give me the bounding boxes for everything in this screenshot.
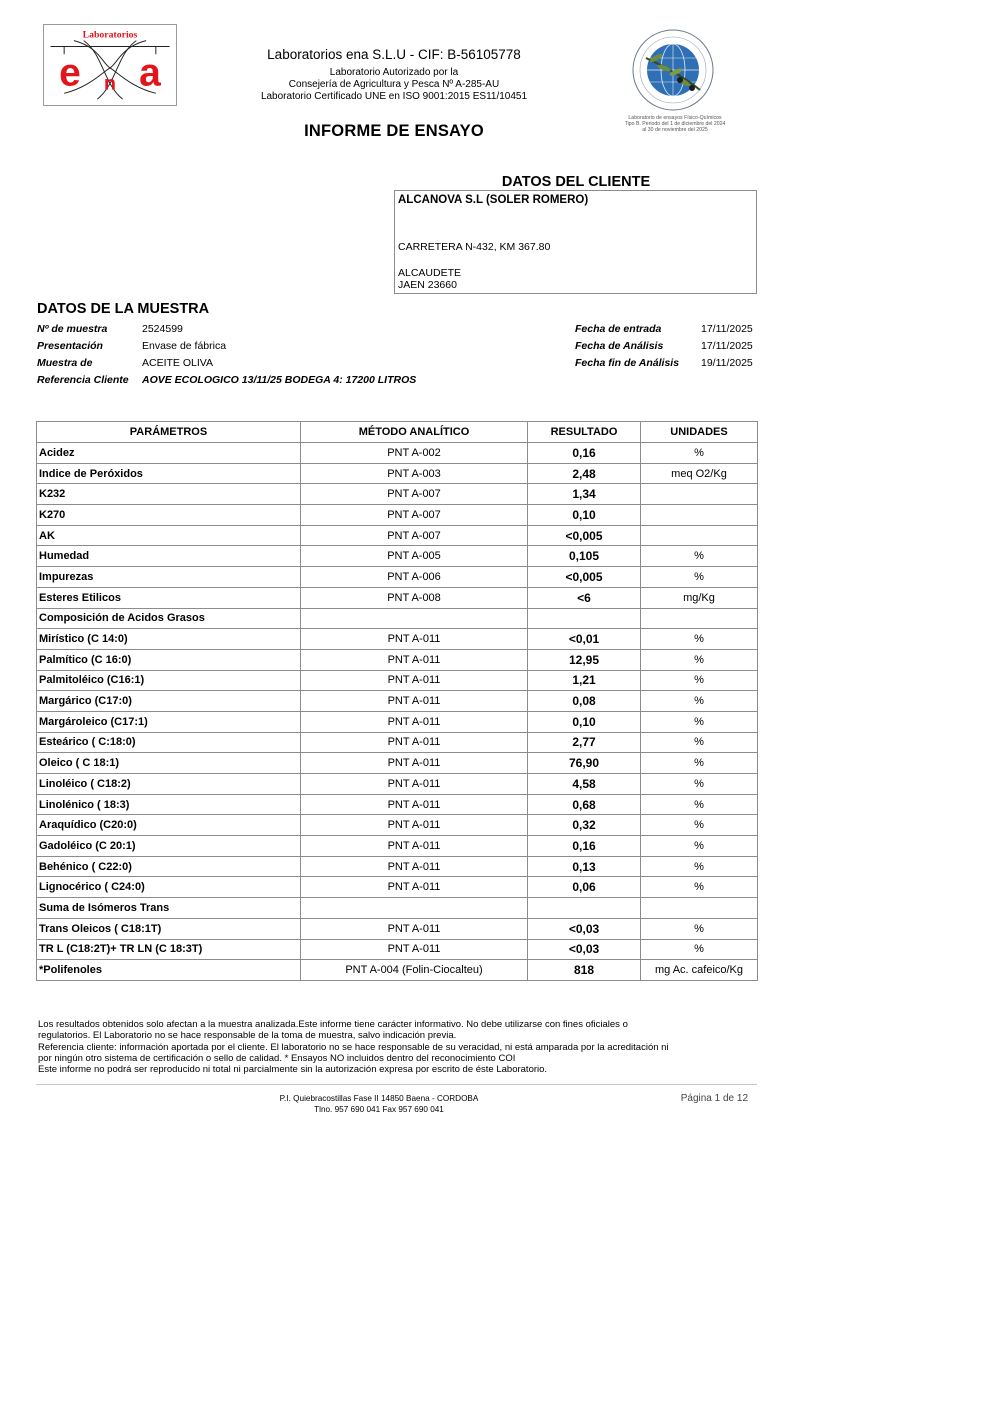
method-cell: PNT A-011 <box>301 732 528 753</box>
result-cell: 76,90 <box>528 753 641 774</box>
unit-cell <box>641 525 758 546</box>
unit-cell <box>641 505 758 526</box>
result-cell: 1,21 <box>528 670 641 691</box>
client-reference-value: AOVE ECOLOGICO 13/11/25 BODEGA 4: 17200 LITROS <box>142 374 417 386</box>
entry-date-label: Fecha de entrada <box>575 323 662 335</box>
column-header-method: MÉTODO ANALÍTICO <box>301 422 528 443</box>
table-row <box>37 918 758 939</box>
table-row <box>37 877 758 898</box>
result-cell: 2,48 <box>528 463 641 484</box>
sample-type-value: ACEITE OLIVA <box>142 357 213 369</box>
parameter-cell: Margároleico (C17:1) <box>37 711 301 732</box>
page-number: Página 1 de 12 <box>680 1093 748 1104</box>
unit-cell: % <box>641 815 758 836</box>
seal-caption-line: Tipo B. Periodo del 1 de diciembre del 2024 <box>624 121 726 127</box>
method-cell: PNT A-011 <box>301 856 528 877</box>
method-cell: PNT A-003 <box>301 463 528 484</box>
method-cell: PNT A-011 <box>301 649 528 670</box>
disclaimer-line: Los resultados obtenidos solo afectan a la muestra analizada.Este informe tiene carácter informativo. No debe utilizarse con fines oficiales o <box>38 1019 628 1030</box>
unit-cell: % <box>641 567 758 588</box>
table-row <box>37 711 758 732</box>
method-cell: PNT A-005 <box>301 546 528 567</box>
result-cell: <0,005 <box>528 525 641 546</box>
table-row <box>37 939 758 960</box>
parameter-cell: Composición de Acidos Grasos <box>37 608 301 629</box>
sample-type-label: Muestra de <box>37 357 93 369</box>
unit-cell: % <box>641 877 758 898</box>
unit-cell: % <box>641 629 758 650</box>
table-row <box>37 587 758 608</box>
sample-section-title: DATOS DE LA MUESTRA <box>37 301 210 317</box>
parameter-cell: Humedad <box>37 546 301 567</box>
table-row <box>37 794 758 815</box>
result-cell: 1,34 <box>528 484 641 505</box>
method-cell: PNT A-011 <box>301 753 528 774</box>
coi-globe-olive-seal-icon <box>628 28 718 114</box>
unit-cell: % <box>641 939 758 960</box>
parameter-cell: Esteárico ( C:18:0) <box>37 732 301 753</box>
result-cell: <0,03 <box>528 939 641 960</box>
unit-cell: meq O2/Kg <box>641 463 758 484</box>
method-cell: PNT A-007 <box>301 525 528 546</box>
table-row <box>37 815 758 836</box>
sample-number-label: Nº de muestra <box>37 323 108 335</box>
parameter-cell: Palmitoléico (C16:1) <box>37 670 301 691</box>
table-row <box>37 856 758 877</box>
parameter-cell: TR L (C18:2T)+ TR LN (C 18:3T) <box>37 939 301 960</box>
parameter-cell: K270 <box>37 505 301 526</box>
method-cell: PNT A-008 <box>301 587 528 608</box>
result-cell: 0,16 <box>528 443 641 464</box>
method-cell: PNT A-007 <box>301 505 528 526</box>
footer-address-block <box>250 1093 508 1115</box>
unit-cell <box>641 484 758 505</box>
result-cell: 0,06 <box>528 877 641 898</box>
table-row <box>37 608 758 629</box>
method-cell: PNT A-011 <box>301 815 528 836</box>
unit-cell: % <box>641 856 758 877</box>
entry-date-value: 17/11/2025 <box>701 323 753 335</box>
table-row <box>37 629 758 650</box>
method-cell: PNT A-011 <box>301 918 528 939</box>
logo-letter-a: a <box>139 51 161 95</box>
table-header-row <box>37 422 758 443</box>
result-cell: 0,13 <box>528 856 641 877</box>
result-cell: <0,03 <box>528 918 641 939</box>
table-row <box>37 670 758 691</box>
disclaimer-line: por ningún otro sistema de certificación o sello de calidad. * Ensayos NO incluidos dentro del reconocimiento COI <box>38 1052 516 1064</box>
result-cell: 0,16 <box>528 836 641 857</box>
method-cell: PNT A-002 <box>301 443 528 464</box>
result-cell: 0,08 <box>528 691 641 712</box>
unit-cell: % <box>641 691 758 712</box>
lab-logo <box>43 24 177 106</box>
method-cell: PNT A-011 <box>301 836 528 857</box>
unit-cell <box>641 608 758 629</box>
unit-cell <box>641 898 758 919</box>
result-cell: <6 <box>528 587 641 608</box>
analysis-date-value: 17/11/2025 <box>701 340 753 352</box>
method-cell: PNT A-011 <box>301 691 528 712</box>
results-table-body <box>37 443 758 981</box>
method-cell <box>301 608 528 629</box>
client-section-title: DATOS DEL CLIENTE <box>501 174 651 190</box>
analysis-end-date-label: Fecha fin de Análisis <box>575 357 680 369</box>
footer-divider <box>36 1084 757 1085</box>
parameter-cell: K232 <box>37 484 301 505</box>
method-cell: PNT A-006 <box>301 567 528 588</box>
method-cell: PNT A-011 <box>301 711 528 732</box>
unit-cell: % <box>641 753 758 774</box>
results-table <box>36 421 758 981</box>
footer-phones: Tlno. 957 690 041 Fax 957 690 041 <box>314 1105 444 1114</box>
lab-certification-line: Laboratorio Certificado UNE en ISO 9001:2015 ES11/10451 <box>260 91 528 102</box>
lab-authorization-line: Laboratorio Autorizado por la <box>329 67 459 78</box>
parameter-cell: Mirístico (C 14:0) <box>37 629 301 650</box>
disclaimer-line: Referencia cliente: información aportada por el cliente. El laboratorio no se hace responsable de su veracidad, ni está amparada por la acreditación ni <box>38 1041 669 1053</box>
logo-label: Laboratorios <box>82 29 138 41</box>
logo-letter-e: e <box>59 51 81 95</box>
parameter-cell: Suma de Isómeros Trans <box>37 898 301 919</box>
table-row <box>37 732 758 753</box>
result-cell: 0,10 <box>528 711 641 732</box>
unit-cell: % <box>641 732 758 753</box>
seal-caption-line: al 30 de noviembre del 2025 <box>642 127 708 133</box>
client-address: CARRETERA N-432, KM 367.80 <box>398 241 551 253</box>
table-row <box>37 649 758 670</box>
parameter-cell: Araquídico (C20:0) <box>37 815 301 836</box>
unit-cell: mg/Kg <box>641 587 758 608</box>
result-cell: 2,77 <box>528 732 641 753</box>
logo-letter-n: n <box>104 72 116 95</box>
disclaimer <box>38 1019 758 1075</box>
client-city: ALCAUDETE <box>398 267 462 279</box>
table-row <box>37 463 758 484</box>
unit-cell: % <box>641 918 758 939</box>
table-row <box>37 525 758 546</box>
parameter-cell: Gadoléico (C 20:1) <box>37 836 301 857</box>
table-row <box>37 484 758 505</box>
result-cell: <0,01 <box>528 629 641 650</box>
table-row <box>37 546 758 567</box>
client-name: ALCANOVA S.L (SOLER ROMERO) <box>398 194 589 206</box>
method-cell: PNT A-011 <box>301 774 528 795</box>
seal-caption-line: Laboratorio de ensayos Físico-Químicos <box>628 115 722 121</box>
table-row <box>37 836 758 857</box>
coi-seal <box>628 28 718 114</box>
unit-cell: % <box>641 443 758 464</box>
result-cell <box>528 608 641 629</box>
unit-cell: mg Ac. cafeico/Kg <box>641 960 758 981</box>
result-cell: 12,95 <box>528 649 641 670</box>
parameter-cell: Linoléico ( C18:2) <box>37 774 301 795</box>
column-header-result: RESULTADO <box>528 422 641 443</box>
unit-cell: % <box>641 794 758 815</box>
report-title: INFORME DE ENSAYO <box>304 122 484 140</box>
table-row <box>37 898 758 919</box>
method-cell: PNT A-004 (Folin-Ciocalteu) <box>301 960 528 981</box>
disclaimer-line: Este informe no podrá ser reproducido ni total ni parcialmente sin la autorización expresa por escrito de éste Laboratorio. <box>38 1064 548 1076</box>
parameter-cell: *Polifenoles <box>37 960 301 981</box>
sample-number-value: 2524599 <box>142 323 183 335</box>
parameter-cell: AK <box>37 525 301 546</box>
parameter-cell: Margárico (C17:0) <box>37 691 301 712</box>
result-cell <box>528 898 641 919</box>
footer-address: P.I. Quiebracostillas Fase II 14850 Baena - CORDOBA <box>279 1094 479 1103</box>
unit-cell: % <box>641 649 758 670</box>
parameter-cell: Behénico ( C22:0) <box>37 856 301 877</box>
unit-cell: % <box>641 670 758 691</box>
table-row <box>37 960 758 981</box>
analysis-end-date-value: 19/11/2025 <box>701 357 753 369</box>
unit-cell: % <box>641 774 758 795</box>
table-row <box>37 774 758 795</box>
column-header-units: UNIDADES <box>641 422 758 443</box>
presentation-label: Presentación <box>37 340 103 352</box>
result-cell: 0,32 <box>528 815 641 836</box>
unit-cell: % <box>641 546 758 567</box>
analysis-date-label: Fecha de Análisis <box>575 340 664 352</box>
method-cell <box>301 898 528 919</box>
parameter-cell: Linolénico ( 18:3) <box>37 794 301 815</box>
presentation-value: Envase de fábrica <box>142 340 227 352</box>
column-header-parameters: PARÁMETROS <box>37 422 301 443</box>
table-row <box>37 753 758 774</box>
result-cell: 0,105 <box>528 546 641 567</box>
disclaimer-line: regulatorios. El Laboratorio no se hace responsable de la toma de muestra, salvo indicación previa. <box>38 1030 457 1042</box>
result-cell: 0,68 <box>528 794 641 815</box>
method-cell: PNT A-011 <box>301 629 528 650</box>
result-cell: <0,005 <box>528 567 641 588</box>
parameter-cell: Trans Oleicos ( C18:1T) <box>37 918 301 939</box>
parameter-cell: Esteres Etilicos <box>37 587 301 608</box>
table-row <box>37 505 758 526</box>
result-cell: 4,58 <box>528 774 641 795</box>
method-cell: PNT A-011 <box>301 877 528 898</box>
client-province-zip: JAEN 23660 <box>398 279 457 291</box>
method-cell: PNT A-011 <box>301 939 528 960</box>
method-cell: PNT A-011 <box>301 670 528 691</box>
method-cell: PNT A-011 <box>301 794 528 815</box>
ena-logo-icon <box>44 25 176 105</box>
method-cell: PNT A-007 <box>301 484 528 505</box>
parameter-cell: Oleico ( C 18:1) <box>37 753 301 774</box>
result-cell: 0,10 <box>528 505 641 526</box>
unit-cell: % <box>641 836 758 857</box>
parameter-cell: Impurezas <box>37 567 301 588</box>
parameter-cell: Indice de Peróxidos <box>37 463 301 484</box>
table-row <box>37 443 758 464</box>
unit-cell: % <box>641 711 758 732</box>
lab-registry-line: Consejería de Agricultura y Pesca Nº A-285-AU <box>288 79 500 90</box>
parameter-cell: Acidez <box>37 443 301 464</box>
table-row <box>37 691 758 712</box>
lab-name: Laboratorios ena S.L.U - CIF: B-56105778 <box>267 47 521 62</box>
parameter-cell: Palmítico (C 16:0) <box>37 649 301 670</box>
table-row <box>37 567 758 588</box>
parameter-cell: Lignocérico ( C24:0) <box>37 877 301 898</box>
client-reference-label: Referencia Cliente <box>37 374 129 386</box>
result-cell: 818 <box>528 960 641 981</box>
